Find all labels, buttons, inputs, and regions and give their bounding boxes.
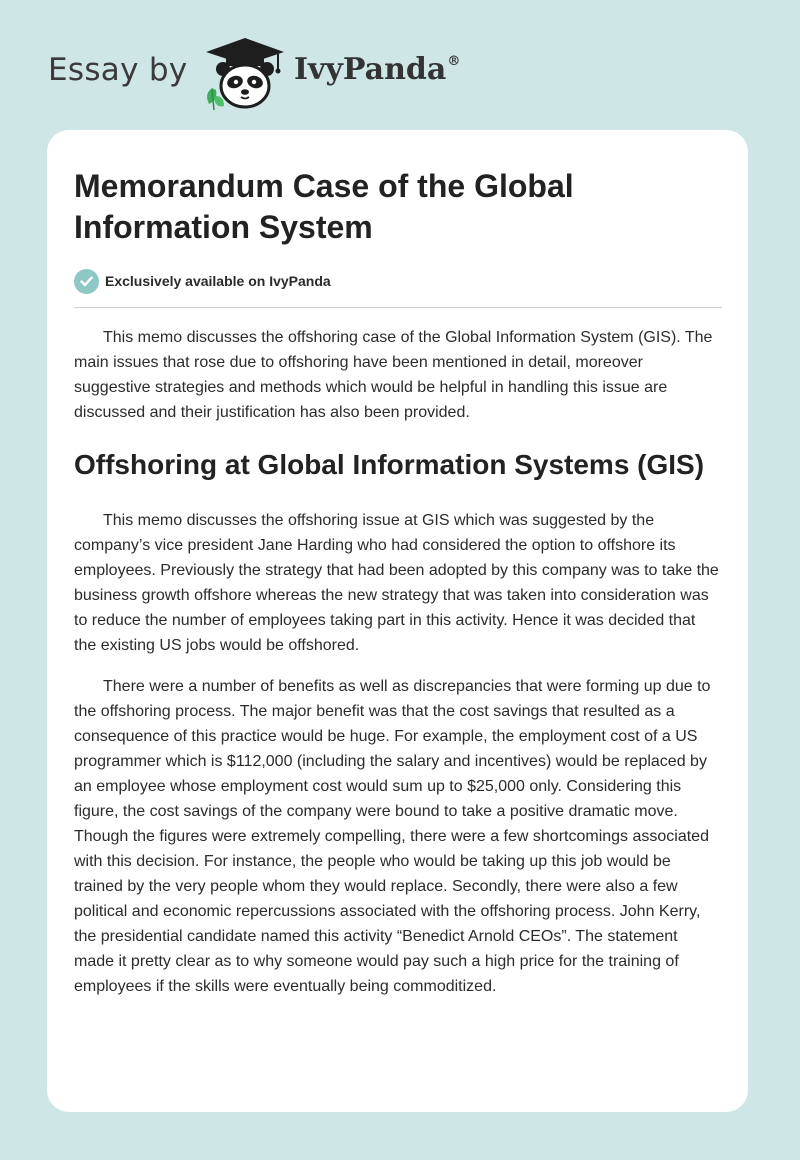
check-circle-icon (74, 269, 99, 294)
exclusive-badge-text: Exclusively available on IvyPanda (105, 273, 331, 289)
registered-mark: ® (447, 54, 461, 69)
article-card (47, 130, 748, 1112)
panda-graduate-logo-icon[interactable] (200, 36, 290, 112)
body-paragraph: This memo discusses the offshoring issue at GIS which was suggested by the company’s vice president Jane Harding who had considered the option to offshore its employees. Previously the strategy that had been adopted by this company was to take the business growth offshore whereas the new strategy that was taken into consideration was to reduce the number of employees taking part in this activity. Hence it was decided that the existing US jobs would be offshored. (74, 512, 719, 654)
section-heading: Offshoring at Global Information Systems (GIS) (74, 449, 705, 480)
article-title: Memorandum Case of the Global Information System (74, 168, 574, 245)
brand-name[interactable]: IvyPanda® (294, 52, 461, 87)
exclusive-badge (74, 268, 722, 294)
site-header (48, 36, 508, 112)
body-paragraph: There were a number of benefits as well as discrepancies that were forming up due to the offshoring process. The major benefit was that the cost savings that resulted as a consequence of this practice would be huge. For example, the employment cost of a US programmer which is $112,000 (including the salary and incentives) would be replaced by an employee whose employment cost would sum up to $25,000 only. Considering this figure, the cost savings of the company were bound to take a positive dramatic move. Though the figures were extremely compelling, there were a few shortcomings associated with this decision. For instance, the people who would be taking up this job would be trained by the very people whom they would replace. Secondly, there were also a few political and economic repercussions associated with the offshoring process. John Kerry, the presidential candidate named this activity “Benedict Arnold CEOs”. The statement made it pretty clear as to why someone would pay such a high price for the training of employees if the skills were eventually being commoditized. (74, 678, 711, 995)
intro-paragraph: This memo discusses the offshoring case of the Global Information System (GIS). The main issues that rose due to offshoring have been mentioned in detail, moreover suggestive strategies and methods which would be helpful in handling this issue are discussed and their justification has also been provided. (74, 329, 713, 421)
essay-by-label: Essay by (48, 52, 188, 88)
title-divider (74, 307, 722, 308)
